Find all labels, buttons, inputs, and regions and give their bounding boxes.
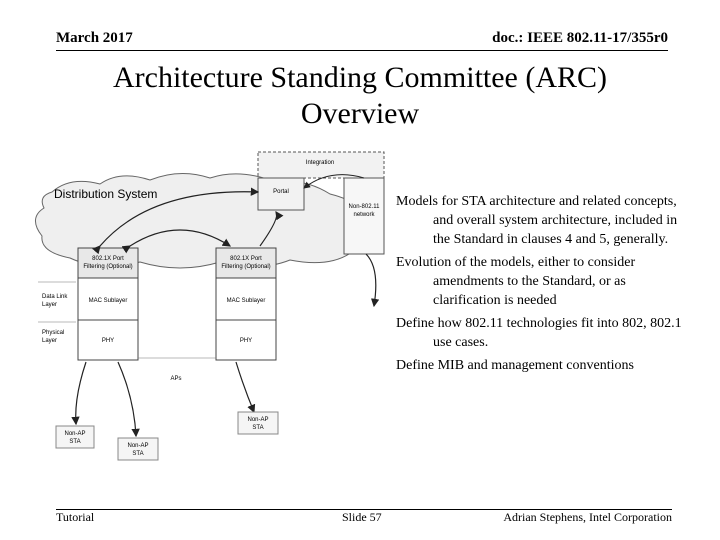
integration-label: Integration: [305, 160, 335, 166]
portal-label: Portal: [273, 189, 289, 195]
non-ap-sta-b-label-2: STA: [132, 451, 144, 457]
physical-layer-label-1: Physical: [42, 330, 65, 336]
bullet-item: Models for STA architecture and related concepts, and overall system architecture, included in the Standard in clauses 4 and 5, generally.: [396, 194, 678, 247]
bullet-list: [396, 192, 696, 379]
title-line-2: Overview: [300, 97, 420, 130]
bullet-item: Define MIB and management conventions: [396, 358, 634, 373]
non-ap-sta-a-label-1: Non-AP: [64, 431, 86, 437]
network-down-arrow: [366, 254, 376, 306]
header-rule: [56, 50, 668, 51]
architecture-diagram: [30, 148, 392, 466]
left-ap-to-sta-b-link: [118, 362, 136, 436]
right-port-label-2: Filtering (Optional): [221, 264, 271, 270]
non-ap-sta-a-label-2: STA: [69, 439, 81, 445]
right-ap-to-sta-c-link: [236, 362, 254, 412]
title-line-1: Architecture Standing Committee (ARC): [112, 61, 608, 94]
non-ap-sta-b-label-1: Non-AP: [127, 443, 149, 449]
physical-layer-label-2: Layer: [42, 338, 58, 344]
footer-slide-number: Slide 57: [342, 510, 382, 524]
header-doc-id: doc.: IEEE 802.11-17/355r0: [492, 30, 668, 46]
left-ap-port-box: [78, 248, 138, 278]
right-mac-label: MAC Sublayer: [226, 298, 266, 304]
non-80211-label-1: Non-802.11: [348, 204, 380, 210]
footer-author: Adrian Stephens, Intel Corporation: [503, 510, 672, 524]
data-link-layer-label-2: Layer: [42, 302, 58, 308]
distribution-system-label: Distribution System: [54, 187, 158, 201]
aps-label: APs: [170, 376, 182, 382]
non-ap-sta-c-label-2: STA: [252, 425, 264, 431]
left-port-label-1: 802.1X Port: [92, 256, 124, 262]
left-port-label-2: Filtering (Optional): [83, 264, 133, 270]
bullet-item: Evolution of the models, either to consider amendments to the Standard, or as clarification is needed: [396, 255, 636, 308]
data-link-layer-label-1: Data Link: [42, 294, 68, 300]
non-ap-sta-c-label-1: Non-AP: [247, 417, 269, 423]
left-phy-label: PHY: [101, 338, 115, 344]
right-ap-port-box: [216, 248, 276, 278]
left-ap-to-sta-a-link: [76, 362, 86, 424]
header-date: March 2017: [56, 30, 133, 46]
bullet-item: Define how 802.11 technologies fit into 802, 802.1 use cases.: [396, 316, 682, 350]
slide-title: [40, 60, 680, 132]
right-port-label-1: 802.1X Port: [230, 256, 262, 262]
left-mac-label: MAC Sublayer: [88, 298, 128, 304]
footer-left: Tutorial: [56, 510, 95, 524]
right-phy-label: PHY: [239, 338, 253, 344]
non-80211-label-2: network: [353, 212, 375, 218]
